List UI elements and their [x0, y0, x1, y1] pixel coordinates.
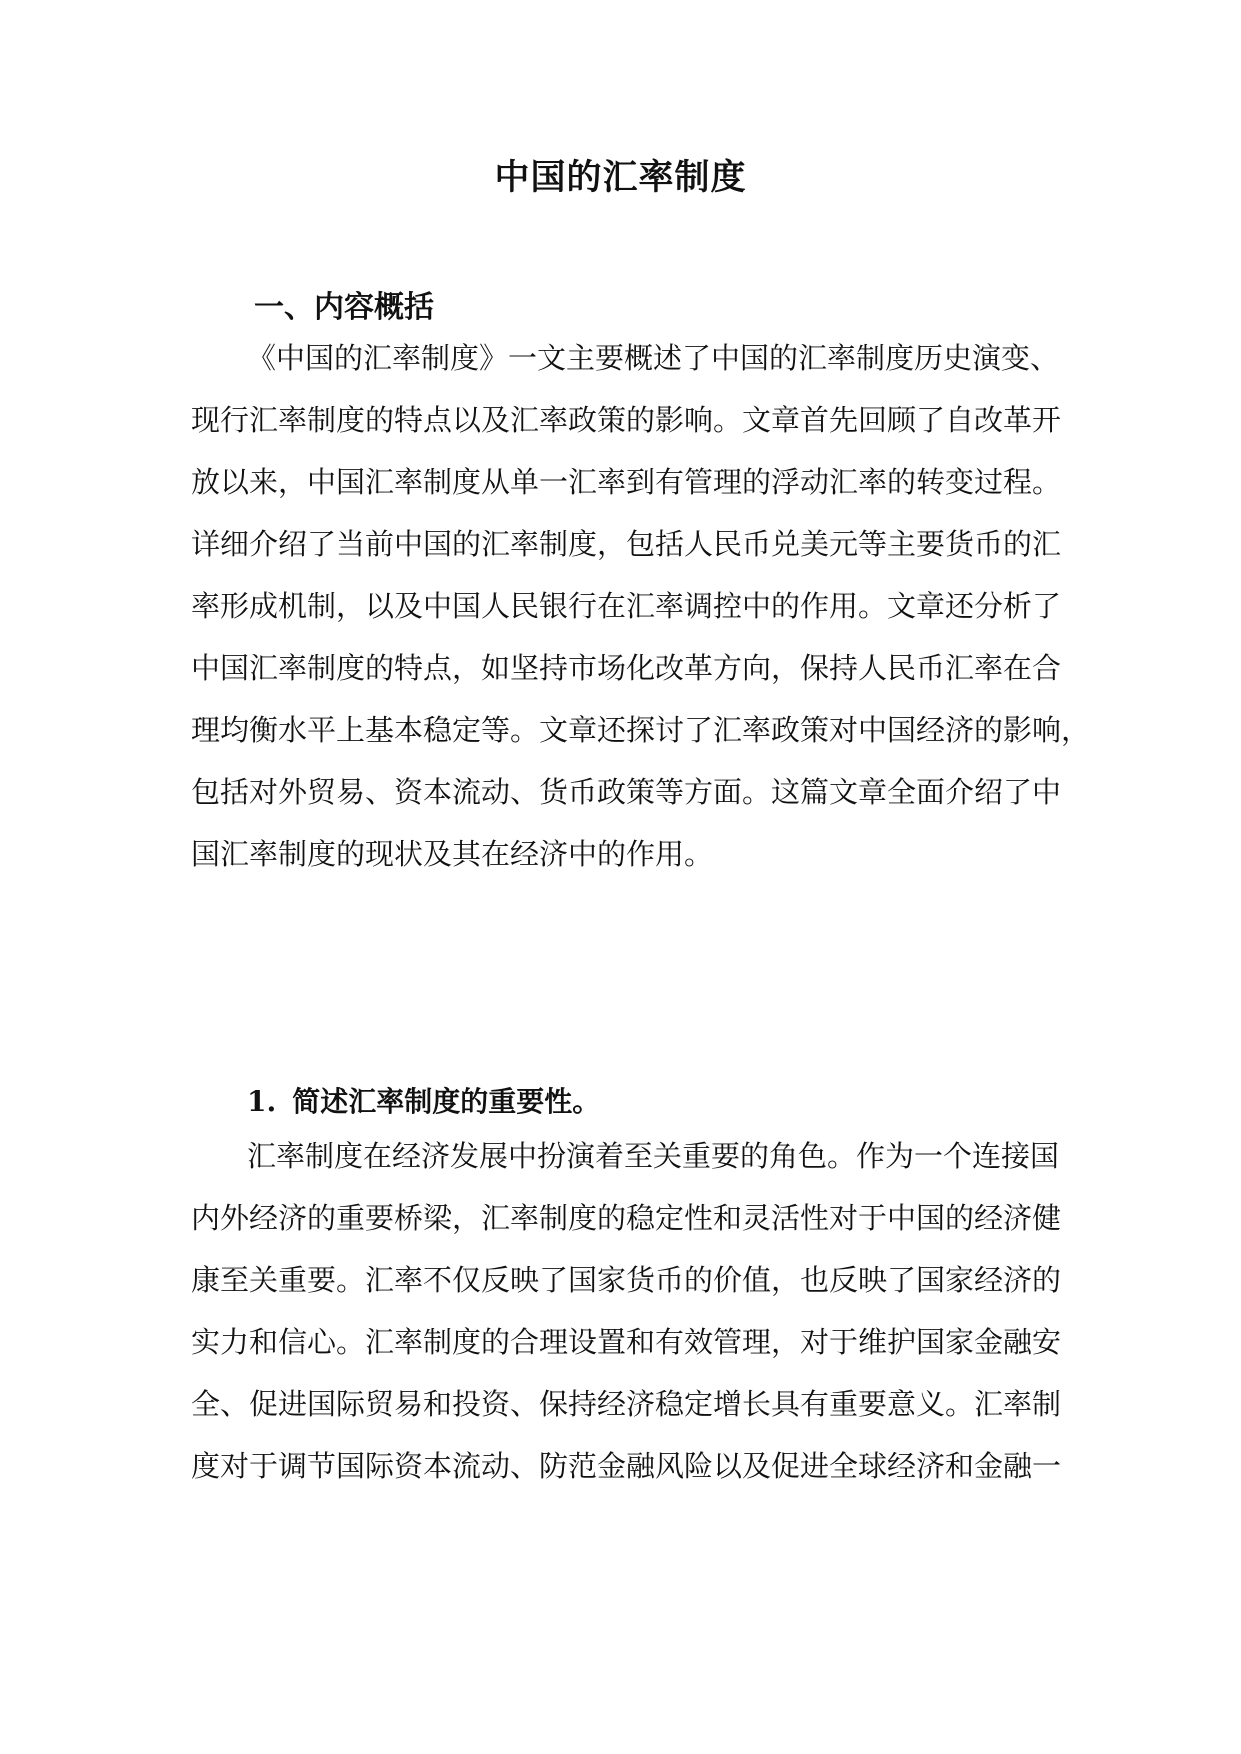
paragraph-line: 全、促进国际贸易和投资、保持经济稳定增长具有重要意义。汇率制	[191, 1387, 1062, 1421]
paragraph-line: 详细介绍了当前中国的汇率制度，包括人民币兑美元等主要货币的汇	[191, 527, 1062, 561]
paragraph-line: 放以来，中国汇率制度从单一汇率到有管理的浮动汇率的转变过程。	[191, 465, 1062, 499]
section-heading-summary: 一、内容概括	[254, 290, 434, 325]
paragraph-line: 度对于调节国际资本流动、防范金融风险以及促进全球经济和金融一	[191, 1449, 1062, 1483]
subsection-heading-importance	[247, 1080, 600, 1120]
paragraph-line: 国汇率制度的现状及其在经济中的作用。	[191, 837, 714, 871]
paragraph-line: 率形成机制，以及中国人民银行在汇率调控中的作用。文章还分析了	[191, 589, 1062, 623]
paragraph-line: 实力和信心。汇率制度的合理设置和有效管理，对于维护国家金融安	[191, 1325, 1062, 1359]
subsection-number: 1.	[247, 1085, 277, 1118]
paragraph-line: 现行汇率制度的特点以及汇率政策的影响。文章首先回顾了自改革开	[191, 403, 1062, 437]
paragraph-line: 内外经济的重要桥梁，汇率制度的稳定性和灵活性对于中国的经济健	[191, 1201, 1062, 1235]
paragraph-line: 康至关重要。汇率不仅反映了国家货币的价值，也反映了国家经济的	[191, 1263, 1062, 1297]
document-title: 中国的汇率制度	[494, 157, 747, 198]
paragraph-line: 包括对外贸易、资本流动、货币政策等方面。这篇文章全面介绍了中	[191, 775, 1062, 809]
subsection-heading-text: 简述汇率制度的重要性。	[292, 1085, 601, 1118]
paragraph-line: 《中国的汇率制度》一文主要概述了中国的汇率制度历史演变、	[247, 341, 1060, 375]
paragraph-line: 汇率制度在经济发展中扮演着至关重要的角色。作为一个连接国	[247, 1139, 1060, 1173]
paragraph-line: 理均衡水平上基本稳定等。文章还探讨了汇率政策对中国经济的影响，	[191, 713, 1091, 747]
paragraph-line: 中国汇率制度的特点，如坚持市场化改革方向，保持人民币汇率在合	[191, 651, 1062, 685]
